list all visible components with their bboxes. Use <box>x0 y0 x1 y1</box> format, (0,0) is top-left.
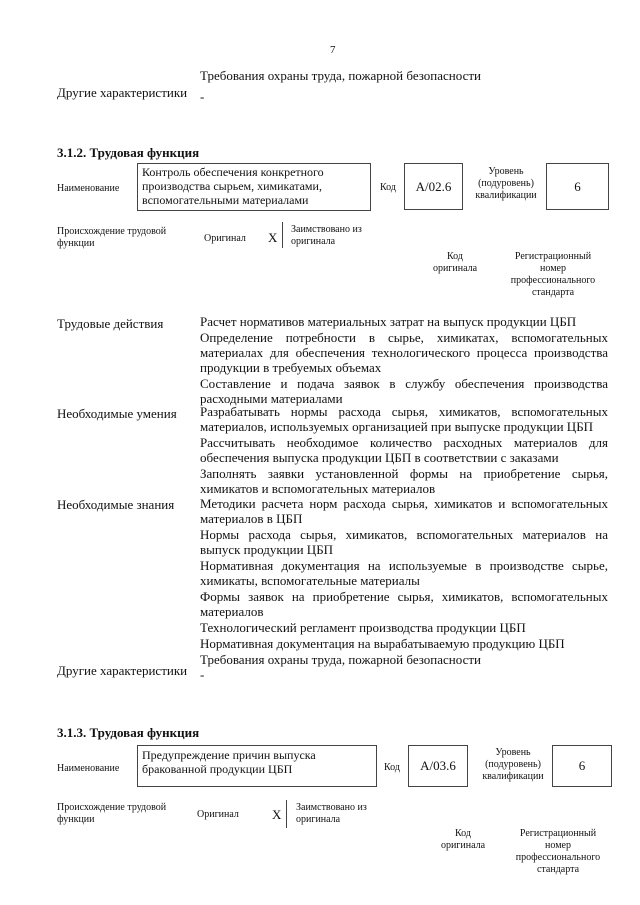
level-label: Уровень (подуровень) квалификации <box>475 166 537 201</box>
level-label: Уровень (подуровень) квалификации <box>482 747 544 782</box>
original-mark: X <box>268 230 278 245</box>
other-label: Другие характеристики <box>57 663 188 678</box>
top-other-value: - <box>200 89 205 104</box>
knowledge-item: Формы заявок на приобретение сырья, химикатов, вспомогательных материалов <box>200 589 608 619</box>
action-item: Составление и подача заявок в службу обеспечения производства расходными материалами <box>200 376 608 406</box>
knowledge-list <box>200 496 608 668</box>
action-item: Определение потребности в сырье, химикатах, вспомогательных материалах для обеспечения технологического процесса производства продукции в требуемых объемах <box>200 330 608 375</box>
code-value: A/03.6 <box>420 758 456 773</box>
knowledge-item: Методики расчета норм расхода сырья, химикатов и вспомогательных материалов в ЦБП <box>200 496 608 526</box>
original-label: Оригинал <box>204 233 246 244</box>
name-value: Контроль обеспечения конкретного производства сырьем, химикатами, вспомогательными материалами <box>142 165 324 207</box>
code-label: Код <box>384 762 400 773</box>
top-other-label: Другие характеристики <box>57 85 188 100</box>
knowledge-item: Требования охраны труда, пожарной безопасности <box>200 652 481 667</box>
code-original-label: Код оригинала <box>432 251 478 274</box>
divider <box>286 800 287 828</box>
origin-label: Происхождение трудовой функции <box>57 226 167 249</box>
code-label: Код <box>380 182 396 193</box>
reg-number-label: Регистрационный номер профессионального стандарта <box>510 251 596 298</box>
borrowed-label: Заимствовано из оригинала <box>296 802 367 825</box>
page-number: 7 <box>330 44 336 56</box>
knowledge-item: Нормативная документация на вырабатываемую продукцию ЦБП <box>200 636 565 651</box>
divider <box>282 222 283 248</box>
name-label: Наименование <box>57 183 120 194</box>
section-title: 3.1.3. Трудовая функция <box>57 725 200 740</box>
top-requirement: Требования охраны труда, пожарной безопасности <box>200 68 481 83</box>
name-value: Предупреждение причин выпуска бракованной продукции ЦБП <box>142 748 316 776</box>
knowledge-item: Технологический регламент производства продукции ЦБП <box>200 620 526 635</box>
original-label: Оригинал <box>197 809 239 820</box>
level-value: 6 <box>578 758 586 773</box>
level-value: 6 <box>574 179 581 194</box>
knowledge-label: Необходимые знания <box>57 497 175 512</box>
borrowed-label: Заимствовано из оригинала <box>291 224 362 247</box>
action-item: Расчет нормативов материальных затрат на выпуск продукции ЦБП <box>200 314 577 329</box>
reg-number-label: Регистрационный номер профессионального стандарта <box>515 828 601 875</box>
actions-label: Трудовые действия <box>57 316 164 331</box>
knowledge-item: Нормы расхода сырья, химикатов, вспомогательных материалов на выпуск продукции ЦБП <box>200 527 608 557</box>
skill-item: Заполнять заявки установленной формы на приобретение сырья, химикатов и вспомогательных материалов <box>200 466 608 496</box>
original-mark: X <box>272 807 282 822</box>
skill-item: Рассчитывать необходимое количество расходных материалов для обеспечения выпуска продукции ЦБП в соответствии с заказами <box>200 435 608 465</box>
skills-list <box>200 404 608 497</box>
code-value: A/02.6 <box>415 179 452 194</box>
other-value: - <box>200 667 205 682</box>
knowledge-item: Нормативная документация на используемые в производстве сырье, химикаты, вспомогательные материалы <box>200 558 608 588</box>
skill-item: Разрабатывать нормы расхода сырья, химикатов, вспомогательных материалов, используемых организацией при выпуске продукции ЦБП <box>200 404 608 434</box>
skills-label: Необходимые умения <box>57 406 177 421</box>
actions-list <box>200 314 608 407</box>
origin-label: Происхождение трудовой функции <box>57 802 167 825</box>
name-label: Наименование <box>57 763 120 774</box>
code-original-label: Код оригинала <box>440 828 486 851</box>
section-title: 3.1.2. Трудовая функция <box>57 145 200 160</box>
